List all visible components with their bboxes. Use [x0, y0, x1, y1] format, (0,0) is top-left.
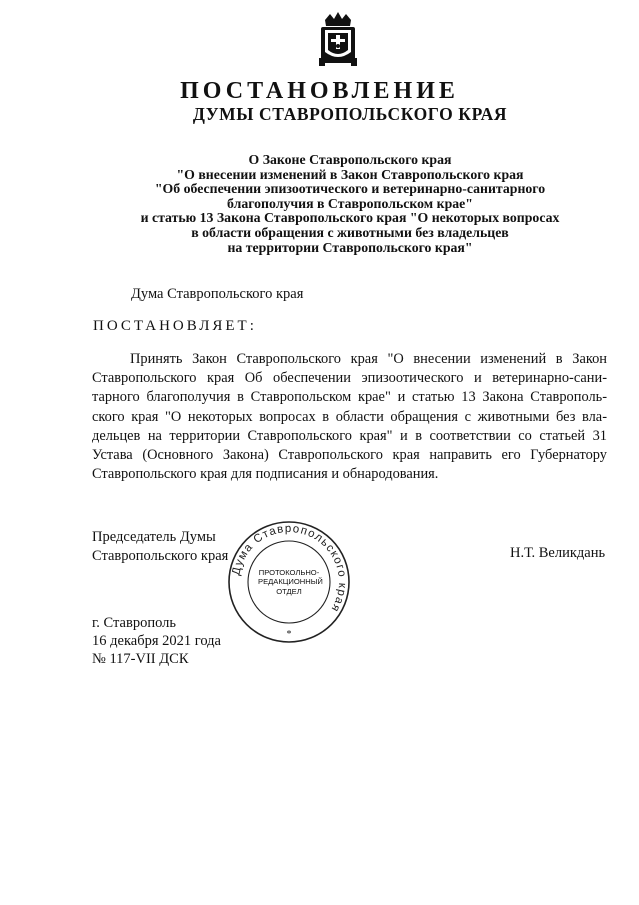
- stamp-ring-text: Дума Ставропольского края: [230, 522, 349, 615]
- body-line: Устава (Основного Закона) Ставропольского края направить его Губернатору: [92, 447, 607, 464]
- subject-line: "О внесении изменений в Закон Ставропольского края: [176, 166, 524, 182]
- body-line: ского края "О некоторых вопросах в области обращения с животными без вла-: [92, 408, 607, 425]
- position-line: Ставропольского края: [92, 548, 229, 564]
- body-line: Ставропольского края для подписания и обнародования.: [92, 466, 439, 483]
- signatory-position: [92, 528, 228, 566]
- document-number: № 117-VII ДСК: [92, 651, 189, 667]
- stamp-center-line: ОТДЕЛ: [276, 586, 302, 596]
- document-subtitle: ДУМЫ СТАВРОПОЛЬСКОГО КРАЯ: [192, 104, 508, 124]
- document-footer: [92, 614, 221, 668]
- subject-line: благополучия в Ставропольском крае": [227, 195, 473, 211]
- document-date: 16 декабря 2021 года: [92, 633, 221, 649]
- body-line: Ставропольского края Об обеспечении эпизоотического и ветеринарно-сани-: [92, 370, 607, 387]
- subject-line: "Об обеспечении эпизоотического и ветеринарно-санитарного: [154, 181, 546, 197]
- stamp-star: *: [286, 629, 292, 640]
- stamp-center-text: [258, 568, 323, 596]
- stamp-center-line: РЕДАКЦИОННЫЙ: [258, 577, 323, 587]
- subject-line: и статью 13 Закона Ставропольского края "О некоторых вопросах: [140, 210, 560, 226]
- coat-of-arms-icon: [317, 10, 359, 68]
- city: г. Ставрополь: [92, 615, 177, 631]
- subject-line: на территории Ставропольского края": [227, 239, 473, 255]
- body-line: дельцев на территории Ставропольского края" и в соответствии со статьей 31: [92, 427, 607, 444]
- intro-text: Дума Ставропольского края: [131, 286, 304, 302]
- stamp-center-line: ПРОТОКОЛЬНО-: [258, 568, 320, 577]
- subject-line: в области обращения с животными без владельцев: [191, 224, 509, 240]
- decree-word: ПОСТАНОВЛЯЕТ:: [93, 318, 257, 334]
- body-line: тарного благополучия в Ставропольском крае" и статью 13 Закона Ставрополь-: [92, 389, 607, 406]
- body-paragraph: [92, 350, 607, 484]
- document-title: ПОСТАНОВЛЕНИЕ: [180, 78, 459, 104]
- body-line: Принять Закон Ставропольского края "О внесении изменений в Закон: [130, 351, 607, 367]
- document-subject: [100, 153, 600, 255]
- signatory-name: Н.Т. Великдань: [510, 545, 606, 561]
- subject-line: О Законе Ставропольского края: [248, 152, 452, 167]
- position-line: Председатель Думы: [92, 529, 216, 545]
